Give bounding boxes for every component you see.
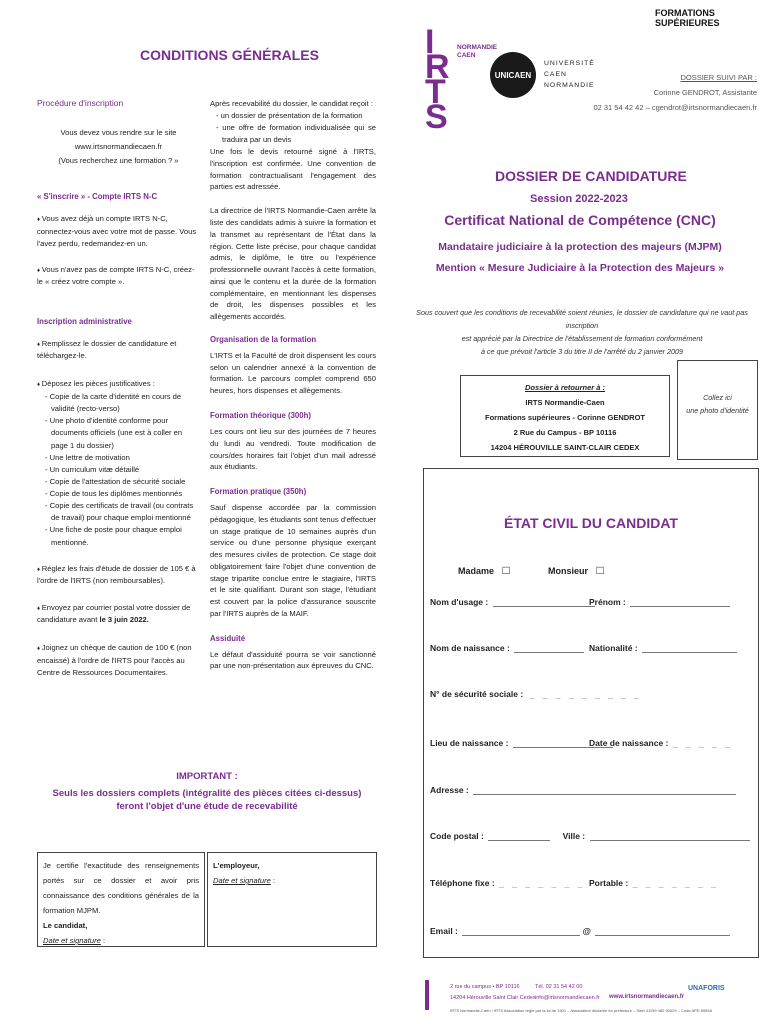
universite-caen-label xyxy=(544,58,595,91)
retour-line: IRTS Normandie-Caen xyxy=(525,398,605,407)
envoyez-date: le 3 juin 2022. xyxy=(99,615,149,625)
email-local-field[interactable] xyxy=(462,928,580,936)
email-row xyxy=(430,926,730,936)
unicaen-logo-text: UNICAEN xyxy=(494,70,532,80)
left-column xyxy=(37,98,200,679)
inscription-bullet-1: ♦ Remplissez le dossier de candidature et téléchargez-le. xyxy=(37,338,200,363)
contact-block xyxy=(593,70,757,115)
assiduite-text: Le défaut d'assiduité pourra se voir sanctionné par une non-présentation aux épreuves du CNC. xyxy=(210,649,376,671)
employeur-date-sig-text: Date et signature xyxy=(213,876,271,885)
theorique-heading: Formation théorique (300h) xyxy=(210,410,311,420)
nom-naissance-field[interactable] xyxy=(514,645,584,653)
certify-box xyxy=(37,852,205,947)
univ-line-2: CAEN xyxy=(544,71,567,78)
irts-logo xyxy=(425,23,500,136)
certify-text: Je certifie l'exactitude des renseignements portés sur ce dossier et avoir pris connaissance des conditions générales de la formation MJPM. xyxy=(43,861,199,915)
retour-box xyxy=(460,375,670,457)
prenom-row xyxy=(589,597,730,607)
email-domain-field[interactable] xyxy=(595,928,730,936)
procedure-site-link[interactable]: www.irtsnormandiecaen.fr xyxy=(74,142,163,151)
candidat-date-sig-text: Date et signature xyxy=(43,936,101,945)
footer-contact xyxy=(535,982,600,1004)
footer-logo-mark xyxy=(425,980,439,1010)
note-line-1: Sous couvert que les conditions de recevabilité soient réunies, le dossier de candidature qui ne vaut pas inscription xyxy=(416,308,748,330)
retour-line: 14204 HÉROUVILLE SAINT-CLAIR CEDEX xyxy=(490,443,640,452)
directrice-text: La directrice de l'IRTS Normandie-Caen arrête la liste des candidats admis à suivre la formation et la transmet au représentant de l'État dans la région. Cette liste précise, pour chaque candidat admis, le diplôme, le titre ou l'expérience professionnelle ouvrant l'accès à cette formation, ainsi que le contenu et la durée de la formation complémentaire, en mentionnant les dispenses de droit, les dispenses possibles et les allègements accordés. xyxy=(210,206,376,322)
important-title: IMPORTANT : xyxy=(176,771,238,782)
date-naissance-label: Date de naissance : xyxy=(589,738,669,748)
nationalite-field[interactable] xyxy=(642,645,737,653)
joignez-bullet: ♦ Joignez un chèque de caution de 100 € (non encaissé) à l'ordre de l'IRTS pour l'accès au Centre de Ressources Documentaires. xyxy=(37,642,200,679)
nom-naissance-label: Nom de naissance : xyxy=(430,643,510,653)
pratique-heading: Formation pratique (350h) xyxy=(210,487,307,497)
nationalite-label: Nationalité : xyxy=(589,643,638,653)
ville-label: Ville : xyxy=(562,831,586,841)
dossier-title: DOSSIER DE CANDIDATURE xyxy=(495,168,687,184)
middle-column xyxy=(210,98,376,672)
retour-title: Dossier à retourner à : xyxy=(524,383,606,392)
session-label: Session 2022-2023 xyxy=(530,193,628,205)
apres-list xyxy=(210,110,376,146)
tel-fixe-label: Téléphone fixe : xyxy=(430,878,495,888)
footer-address xyxy=(450,982,536,1004)
employeur-label: L'employeur, xyxy=(213,861,260,870)
adresse-label: Adresse : xyxy=(430,785,469,795)
email-label: Email : xyxy=(430,926,458,936)
procedure-heading: Procédure d'inscription xyxy=(37,98,124,108)
photo-box[interactable] xyxy=(677,360,758,460)
employeur-box xyxy=(207,852,377,947)
organisation-text: L'IRTS et la Faculté de droit dispensent les cours selon un calendrier annexé à la convention de formation. Le parcours complet comprend 650 heures, hors dispenses et allègements. xyxy=(210,350,376,396)
adresse-row xyxy=(430,785,736,795)
procedure-line-3: (Vous recherchez une formation ? » xyxy=(58,156,179,165)
inscription-heading: Inscription administrative xyxy=(37,316,132,326)
monsieur-label: Monsieur xyxy=(548,566,589,576)
dossier-suivi-label: DOSSIER SUIVI PAR : xyxy=(680,73,757,82)
code-postal-row xyxy=(430,831,750,841)
certificat-title: Certificat National de Compétence (CNC) xyxy=(444,212,716,228)
madame-checkbox[interactable]: □ xyxy=(502,563,510,577)
important-line-2: feront l'objet d'une étude de recevabilité xyxy=(116,801,298,812)
secu-field[interactable]: _ _ _ _ _ _ _ _ _ xyxy=(529,689,642,699)
important-block xyxy=(37,770,377,813)
unicaen-logo xyxy=(490,52,536,98)
nom-usage-row xyxy=(430,597,595,607)
madame-option[interactable] xyxy=(458,563,510,577)
footer-addr-line-2: 14204 Hérouville Saint Clair Cedex xyxy=(450,995,536,1001)
piece-item: - Copie des certificats de travail (ou contrats de travail) pour chaque emploi mentionné xyxy=(45,500,200,524)
ville-field[interactable] xyxy=(590,833,750,841)
footer-tel: Tél. 02 31 54 42 00 xyxy=(535,984,583,990)
irts-logo-sub2: CAEN xyxy=(457,52,476,59)
portable-label: Portable : xyxy=(589,878,629,888)
footer-addr-line-1: 2 rue du campus • BP 10116 xyxy=(450,984,520,990)
irts-logo-sub1: NORMANDIE xyxy=(457,44,498,51)
theorique-text: Les cours ont lieu sur des journées de 7 heures du lundi au vendredi. Toute modification de cours/des horaires fait l'objet d'un mail adressé aux étudiants. xyxy=(210,426,376,472)
apres-item: - une offre de formation individualisée qui se traduira par un devis xyxy=(216,122,376,146)
nationalite-row xyxy=(589,643,737,653)
important-line-1: Seuls les dossiers complets (intégralité des pièces citées ci-dessus) xyxy=(52,788,362,799)
photo-label-2: une photo d'identité xyxy=(686,406,749,415)
irts-logo-text: IRTS xyxy=(425,23,450,136)
apres-item: - un dossier de présentation de la formation xyxy=(216,110,376,122)
lieu-naissance-row xyxy=(430,738,613,748)
nom-naissance-row xyxy=(430,643,584,653)
portable-row xyxy=(589,878,719,888)
envoyez-bullet xyxy=(37,602,200,627)
pieces-list xyxy=(37,391,200,549)
recevabilite-note xyxy=(412,306,752,358)
piece-item: - Une fiche de poste pour chaque emploi mentionné. xyxy=(45,524,200,548)
piece-item: - Une lettre de motivation xyxy=(45,452,200,464)
contact-name: Corinne GENDROT, Assistante xyxy=(653,88,757,97)
nom-usage-label: Nom d'usage : xyxy=(430,597,489,607)
procedure-text xyxy=(37,126,200,168)
prenom-label: Prénom : xyxy=(589,597,626,607)
reglez-bullet: ♦ Réglez les frais d'étude de dossier de 105 € à l'ordre de l'IRTS (non remboursables). xyxy=(37,563,200,588)
footer-website[interactable]: www.irtsnormandiecaen.fr xyxy=(609,994,685,1000)
photo-label-1: Collez ici xyxy=(703,393,732,402)
candidat-date-sig: Date et signature : xyxy=(43,936,106,945)
code-postal-field[interactable] xyxy=(488,833,550,841)
retour-line: Formations supérieures - Corinne GENDROT xyxy=(484,413,646,422)
madame-label: Madame xyxy=(458,566,495,576)
piece-item: - Copie de la carte d'identité en cours de validité (recto-verso) xyxy=(45,391,200,415)
nom-usage-field[interactable] xyxy=(493,599,595,607)
date-naissance-row xyxy=(589,738,733,748)
etat-civil-title: ÉTAT CIVIL DU CANDIDAT xyxy=(504,515,678,531)
unaforis-logo: UNAFORIS xyxy=(688,985,725,992)
contact-info: 02 31 54 42 42 – cgendrot@irtsnormandiecaen.fr xyxy=(593,103,757,112)
univ-line-1: UNIVERSITÉ xyxy=(544,60,595,67)
organisation-heading: Organisation de la formation xyxy=(210,334,317,344)
secu-row xyxy=(430,689,642,699)
tel-fixe-field[interactable]: _ _ _ _ _ _ _ xyxy=(499,878,586,888)
mandataire-title: Mandataire judiciaire à la protection des majeurs (MJPM) xyxy=(438,241,722,253)
note-line-3: à ce que prévoit l'article 3 du titre II de l'arrêté du 2 janvier 2009 xyxy=(480,347,684,356)
envoyez-text: Envoyez par courrier postal votre dossier de candidature avant xyxy=(37,602,191,625)
email-at-sign: @ xyxy=(582,926,591,936)
note-line-2: est apprécié par la Directrice de l'établissement de formation conformément xyxy=(461,334,703,343)
date-naissance-field[interactable]: _ _ _ _ _ xyxy=(672,738,733,748)
footer-mail-link[interactable]: info@irtsnormandiecaen.fr xyxy=(535,995,600,1001)
sinscrire-bullet-1: ♦ Vous avez déjà un compte IRTS N-C, connectez-vous avec votre mot de passe. Vous l'avez perdu, redemandez-en un. xyxy=(37,213,200,250)
adresse-field[interactable] xyxy=(473,787,736,795)
lieu-naissance-label: Lieu de naissance : xyxy=(430,738,509,748)
employeur-date-sig: Date et signature : xyxy=(213,876,276,885)
piece-item: - Copie de tous les diplômes mentionnés xyxy=(45,488,200,500)
pratique-text: Sauf dispense accordée par la commission pédagogique, les étudiants sont tenus d'effectuer un stage pratique de 10 semaines auprès d'un service ou d'une personne physique exerçant des mesures civiles de protection. Ce stage doit obligatoirement faire l'objet d'une convention de stage tripartite conclue entre le stagiaire, l'IRTS et le site qualifiant. Durant son stage, l'étudiant est couvert par la police d'assurance souscrite par l'IRTS auprès de la MAIF. xyxy=(210,503,376,618)
prenom-field[interactable] xyxy=(630,599,730,607)
portable-field[interactable]: _ _ _ _ _ _ _ xyxy=(632,878,719,888)
apres-intro: Après recevabilité du dossier, le candidat reçoit : xyxy=(210,99,373,108)
monsieur-option[interactable] xyxy=(548,563,604,577)
sinscrire-heading: « S'inscrire » - Compte IRTS N-C xyxy=(37,192,158,201)
conditions-generales-title: CONDITIONS GÉNÉRALES xyxy=(140,47,319,63)
candidat-label: Le candidat, xyxy=(43,921,88,930)
mention-title: Mention « Mesure Judiciaire à la Protection des Majeurs » xyxy=(435,262,725,274)
piece-item: - Un curriculum vitæ détaillé xyxy=(45,464,200,476)
footer-legal: IRTS Normandie-Caen / IRTS Association régie par la loi de 1901 – Association déclarée en préfecture – Siret 41199 480 90029 – Code APE 8559A xyxy=(450,1008,713,1013)
monsieur-checkbox[interactable]: □ xyxy=(596,563,604,577)
piece-item: - Copie de l'attestation de sécurité sociale xyxy=(45,476,200,488)
univ-line-3: NORMANDIE xyxy=(544,82,595,89)
piece-item: - Une photo d'identité conforme pour documents officiels (une est à coller en page 1 du dossier) xyxy=(45,415,200,451)
formations-superieures-label: FORMATIONS SUPÉRIEURES xyxy=(655,8,720,28)
assiduite-heading: Assiduité xyxy=(210,633,246,643)
deposez-bullet: ♦ Déposez les pièces justificatives : xyxy=(37,378,200,391)
tel-fixe-row xyxy=(430,878,585,888)
secu-label: N° de sécurité sociale : xyxy=(430,689,524,699)
devis-text: Une fois le devis retourné signé à l'IRTS, l'inscription est confirmée. Une convention de formation contractualisant l'engagement des parties est adressée. xyxy=(210,147,376,192)
procedure-line-1: Vous devez vous rendre sur le site xyxy=(60,128,177,137)
sinscrire-bullet-2: ♦ Vous n'avez pas de compte IRTS N-C, créez- le « créez votre compte ». xyxy=(37,264,200,289)
code-postal-label: Code postal : xyxy=(430,831,484,841)
retour-line: 2 Rue du Campus - BP 10116 xyxy=(513,428,617,437)
